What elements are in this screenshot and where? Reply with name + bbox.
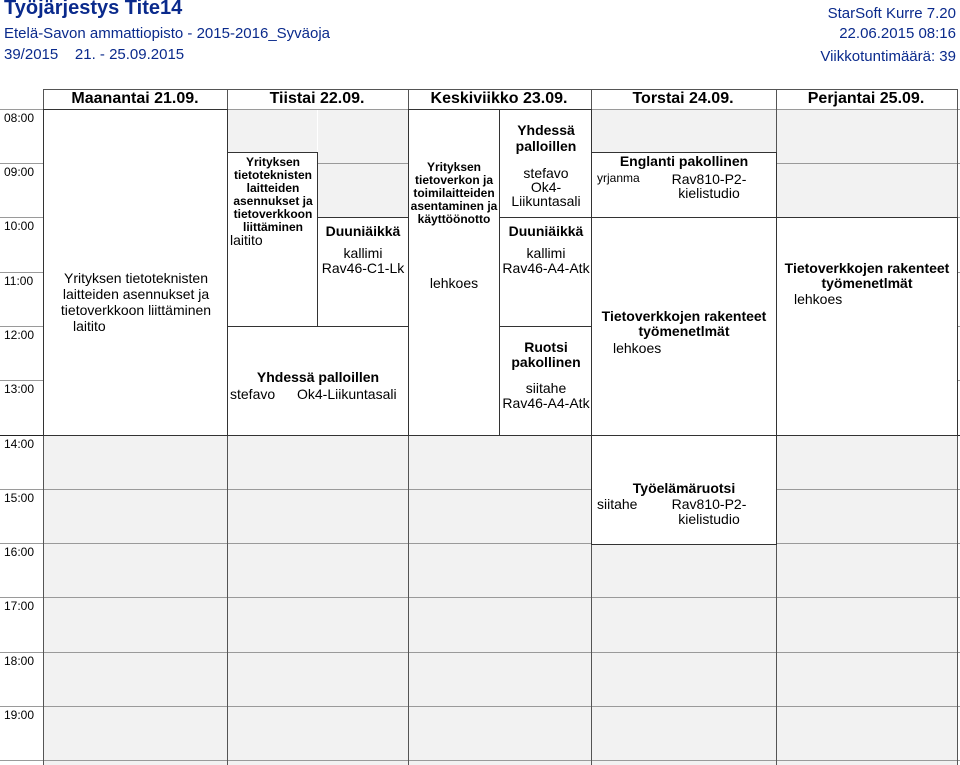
event-room-line: kielistudio <box>678 511 740 527</box>
day-header-tuesday: Tiistai 22.09. <box>269 90 365 107</box>
time-label: 17:00 <box>4 599 35 613</box>
event-title-line: työmenetlmät <box>821 275 913 291</box>
week-label: 39/2015 21. - 25.09.2015 <box>4 46 185 63</box>
time-label: 18:00 <box>4 654 35 668</box>
event-room: Rav46-A4-Atk <box>502 395 590 411</box>
event-title: Duuniäikkä <box>508 223 584 239</box>
event-title-line: tietoverkkoon liittäminen <box>60 302 212 318</box>
event-title-line: Tietoverkkojen rakenteet <box>784 260 950 276</box>
event-wednesday-duuniaikka[interactable] <box>499 217 592 327</box>
event-thursday-tyoelamaruotsi[interactable] <box>591 435 777 545</box>
friday-empty <box>776 109 957 219</box>
time-label: 09:00 <box>4 165 35 179</box>
event-friday-tietoverkkojen[interactable] <box>776 217 958 436</box>
event-room-line: Liikuntasali <box>511 193 581 209</box>
event-thursday-tietoverkkojen[interactable] <box>591 217 777 436</box>
event-teacher: siitahe <box>525 380 567 396</box>
time-label: 08:00 <box>4 111 35 125</box>
event-room: Rav46-A4-Atk <box>502 260 590 276</box>
event-teacher: siitahe <box>597 496 638 512</box>
event-teacher: kallimi <box>526 245 566 261</box>
time-label: 10:00 <box>4 219 35 233</box>
weekly-hours: Viikkotuntimäärä: 39 <box>820 48 956 65</box>
event-title-line: Yrityksen <box>245 155 301 169</box>
event-teacher: lehkoes <box>429 275 479 291</box>
event-title-line: toimilaitteiden <box>413 186 495 200</box>
event-title-line: asennukset ja <box>233 194 313 208</box>
event-teacher: laitito <box>73 318 106 334</box>
page-title: Työjärjestys Tite14 <box>4 0 183 19</box>
event-room: Rav46-C1-Lk <box>321 260 405 276</box>
afternoon-empty <box>43 435 957 765</box>
event-wednesday-yhdessa[interactable] <box>499 109 592 218</box>
hour-line <box>0 543 960 544</box>
event-room-line: Rav810-P2- <box>671 171 747 187</box>
event-title: Yhdessä palloillen <box>256 369 380 385</box>
event-teacher: lehkoes <box>794 291 843 307</box>
hour-line <box>0 597 960 598</box>
printed-timestamp: 22.06.2015 08:16 <box>839 25 956 42</box>
event-room-line: Ok4- <box>530 179 562 195</box>
event-title-line: Yhdessä <box>517 122 575 138</box>
event-monday-yrityksen[interactable] <box>43 109 228 436</box>
event-tuesday-yhdessa[interactable] <box>227 326 409 436</box>
event-title-line: laitteiden <box>246 181 300 195</box>
event-title-line: Yrityksen <box>426 160 482 174</box>
event-title-line: tietoverkkoon <box>233 207 313 221</box>
time-label: 16:00 <box>4 545 35 559</box>
event-title: Englanti pakollinen <box>619 153 749 169</box>
event-teacher: stefavo <box>230 386 276 402</box>
event-teacher: stefavo <box>523 165 569 181</box>
event-title-line: palloillen <box>515 138 577 154</box>
event-wednesday-yrityksen[interactable] <box>408 109 500 436</box>
time-label: 14:00 <box>4 437 35 451</box>
time-label: 12:00 <box>4 328 35 342</box>
event-title-line: Ruotsi <box>524 339 568 355</box>
event-title-line: työmenetlmät <box>638 323 730 339</box>
event-tuesday-duuniaikka[interactable] <box>317 217 409 327</box>
event-title-line: tietoteknisten <box>233 168 313 182</box>
hour-line <box>0 760 960 761</box>
hour-line <box>0 489 960 490</box>
event-teacher: laitito <box>230 232 263 248</box>
tuesday-empty <box>227 109 317 152</box>
time-label: 19:00 <box>4 708 35 722</box>
event-title-line: liittäminen <box>242 220 304 234</box>
event-title-line: Tietoverkkojen rakenteet <box>601 308 767 324</box>
event-wednesday-ruotsi[interactable] <box>499 326 592 436</box>
event-room: Ok4-Liikuntasali <box>297 386 397 402</box>
time-label: 11:00 <box>4 274 34 288</box>
event-title: Työelämäruotsi <box>632 480 736 496</box>
event-teacher: yrjanma <box>597 171 640 185</box>
event-title-line: tietoverkon ja <box>414 173 494 187</box>
event-teacher: kallimi <box>343 245 383 261</box>
event-title-line: pakollinen <box>511 354 581 370</box>
day-header-monday: Maanantai 21.09. <box>71 90 199 107</box>
thursday-empty <box>591 109 776 152</box>
time-label: 15:00 <box>4 491 35 505</box>
event-teacher: lehkoes <box>613 340 662 356</box>
day-header-friday: Perjantai 25.09. <box>807 90 925 107</box>
event-thursday-englanti[interactable] <box>591 152 777 218</box>
event-room-line: Rav810-P2- <box>671 496 747 512</box>
time-label: 13:00 <box>4 382 35 396</box>
day-header-wednesday: Keskiviikko 23.09. <box>430 90 568 107</box>
event-title-line: asentaminen ja <box>410 199 498 213</box>
event-title-line: laitteiden asennukset ja <box>62 286 210 302</box>
event-title: Duuniäikkä <box>325 223 401 239</box>
app-label: StarSoft Kurre 7.20 <box>827 5 956 22</box>
event-title-line: Yrityksen tietoteknisten <box>64 270 208 286</box>
day-header-thursday: Torstai 24.09. <box>632 90 734 107</box>
hour-line <box>0 706 960 707</box>
organization-label: Etelä-Savon ammattiopisto - 2015-2016_Syväoja <box>4 25 331 42</box>
event-tuesday-yrityksen[interactable] <box>227 152 318 327</box>
hour-line <box>0 652 960 653</box>
event-room-line: kielistudio <box>678 185 740 201</box>
event-title-line: käyttöönotto <box>417 212 491 226</box>
